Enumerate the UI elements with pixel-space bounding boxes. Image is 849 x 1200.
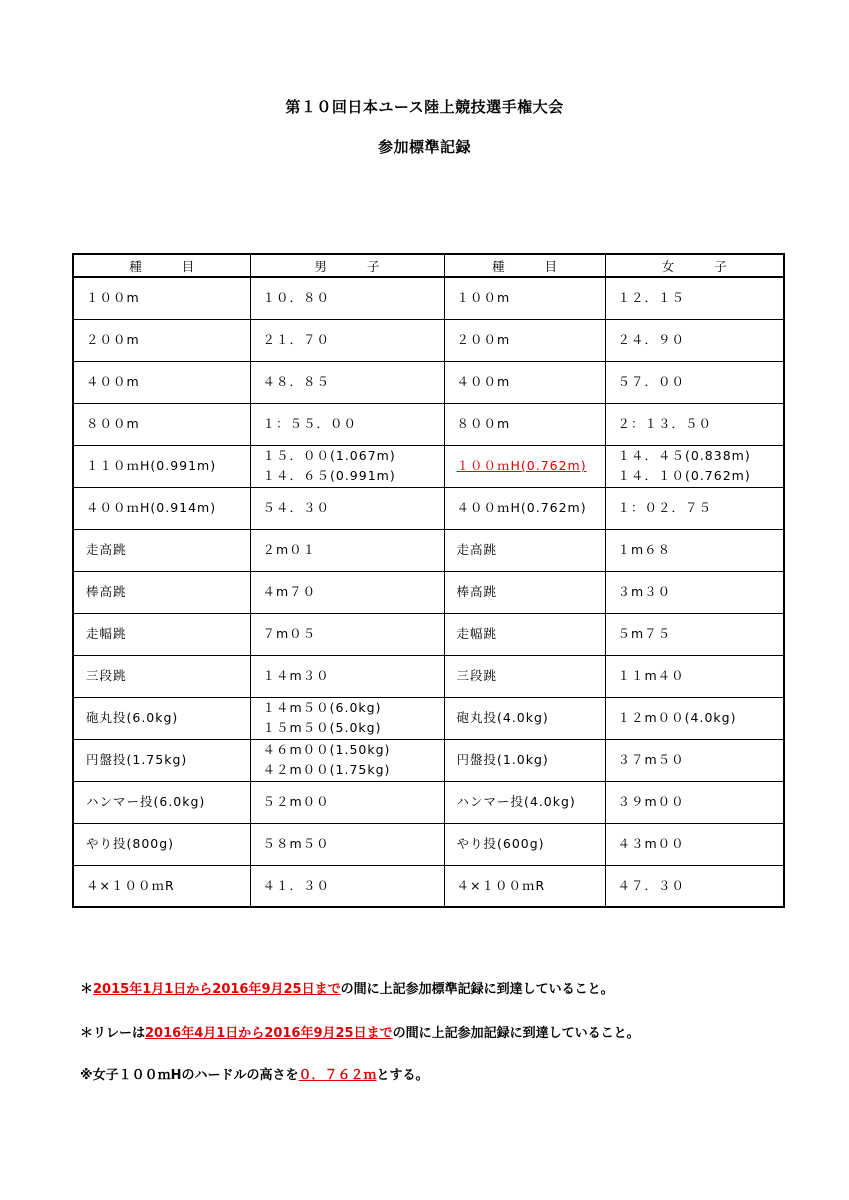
men-record-cell xyxy=(250,319,444,361)
record-line: ４８．８５ xyxy=(262,374,331,389)
women-record-cell xyxy=(605,697,784,739)
record-line: １１m４０ xyxy=(617,668,685,683)
event-men-cell xyxy=(73,445,250,487)
event-label: 走高跳 xyxy=(456,542,498,557)
men-record-cell xyxy=(250,571,444,613)
men-record-cell xyxy=(250,529,444,571)
event-women-cell xyxy=(444,403,605,445)
event-label: １１０ｍH(0.991m) xyxy=(86,458,217,473)
event-women-cell xyxy=(444,361,605,403)
women-record-cell xyxy=(605,487,784,529)
event-label: 砲丸投(4.0kg) xyxy=(456,710,549,725)
record-line: １５．００(1.067m) xyxy=(262,448,396,463)
women-record-cell xyxy=(605,655,784,697)
record-line: ２４．９０ xyxy=(617,332,686,347)
record-line: ４２m００(1.75kg) xyxy=(262,762,391,777)
event-women-cell xyxy=(444,319,605,361)
note-hurdle-height: ※女子１００ｍHのハードルの高さを０．７６２ｍとする。 xyxy=(80,1068,429,1083)
event-label: ４００ｍH(0.762m) xyxy=(456,500,587,515)
event-women-cell xyxy=(444,529,605,571)
men-record-cell xyxy=(250,739,444,781)
women-record-cell xyxy=(605,445,784,487)
men-record-cell xyxy=(250,781,444,823)
event-label: 走幅跳 xyxy=(86,626,127,641)
record-line: ４m７０ xyxy=(262,584,317,599)
note-period: ＊2015年1月1日から2016年9月25日までの間に上記参加標準記録に到達していること。 xyxy=(80,982,614,997)
men-record-cell xyxy=(250,655,444,697)
event-label: 走幅跳 xyxy=(456,626,498,641)
event-label: １００m xyxy=(456,290,511,306)
table-header-row xyxy=(73,254,784,277)
table-row xyxy=(73,445,784,487)
record-line: ３m３０ xyxy=(617,584,672,599)
table-body xyxy=(73,277,784,907)
men-record-cell xyxy=(250,697,444,739)
record-line: ５m７５ xyxy=(617,626,672,641)
table-row xyxy=(73,865,784,907)
table-row xyxy=(73,739,784,781)
table-row xyxy=(73,655,784,697)
event-women-cell xyxy=(444,739,605,781)
event-men-cell xyxy=(73,403,250,445)
record-line: ２：１３．５０ xyxy=(617,416,713,431)
page-subtitle: 参加標準記録 xyxy=(377,138,471,156)
record-line: １４m５０(6.0kg) xyxy=(262,700,382,715)
record-line: ２１．７０ xyxy=(262,332,331,347)
men-record-cell xyxy=(250,361,444,403)
table-row xyxy=(73,613,784,655)
event-label: ２００m xyxy=(86,332,140,347)
event-label: ４００m xyxy=(86,374,140,389)
event-label: 砲丸投(6.0kg) xyxy=(86,710,179,725)
event-women-cell xyxy=(444,655,605,697)
record-line: １m６８ xyxy=(617,542,672,557)
note-hurdle-value: ０．７６２ｍ xyxy=(298,1068,377,1083)
record-line: １４．４５(0.838m) xyxy=(617,448,751,463)
record-line: １５m５０(5.0kg) xyxy=(262,720,382,735)
event-label: 棒高跳 xyxy=(86,584,127,599)
event-label: １００ｍH(0.762m) xyxy=(456,458,587,473)
event-men-cell xyxy=(73,361,250,403)
header-event-men: 種 目 xyxy=(73,254,250,277)
men-record-cell xyxy=(250,277,444,319)
event-men-cell xyxy=(73,865,250,907)
event-label: やり投(600g) xyxy=(456,836,545,851)
header-women: 女 子 xyxy=(605,254,784,277)
event-men-cell xyxy=(73,781,250,823)
event-women-cell xyxy=(444,865,605,907)
note-period-dates: 2015年1月1日から2016年9月25日まで xyxy=(93,982,341,997)
event-label: 棒高跳 xyxy=(456,584,498,599)
event-men-cell xyxy=(73,697,250,739)
event-label: やり投(800g) xyxy=(86,836,175,851)
event-label: ４００m xyxy=(456,374,511,389)
record-line: ３９m００ xyxy=(617,794,685,809)
event-label: ４×１００ｍR xyxy=(456,877,546,893)
record-line: ２m０１ xyxy=(262,542,317,557)
event-label: 三段跳 xyxy=(456,668,498,683)
event-men-cell xyxy=(73,739,250,781)
table-row xyxy=(73,571,784,613)
event-label: 円盤投(1.75kg) xyxy=(86,752,188,767)
event-label: ４００ｍH(0.914m) xyxy=(86,500,217,515)
men-record-cell xyxy=(250,445,444,487)
men-record-cell xyxy=(250,403,444,445)
record-line: １：０２．７５ xyxy=(617,500,713,515)
event-label: 三段跳 xyxy=(86,668,127,683)
women-record-cell xyxy=(605,865,784,907)
page-title: 第１０回日本ユース陸上競技選手権大会 xyxy=(285,98,564,116)
record-line: ５２m００ xyxy=(262,794,330,809)
table-row xyxy=(73,277,784,319)
record-line: １０．８０ xyxy=(262,290,331,306)
table-row xyxy=(73,697,784,739)
table-row xyxy=(73,823,784,865)
women-record-cell xyxy=(605,277,784,319)
event-women-cell xyxy=(444,781,605,823)
event-men-cell xyxy=(73,655,250,697)
event-label: ハンマー投(4.0kg) xyxy=(456,794,576,809)
event-women-cell xyxy=(444,487,605,529)
women-record-cell xyxy=(605,361,784,403)
event-label: ２００m xyxy=(456,332,511,347)
women-record-cell xyxy=(605,571,784,613)
table-row xyxy=(73,529,784,571)
standards-table xyxy=(72,253,785,908)
women-record-cell xyxy=(605,529,784,571)
record-line: １４．１０(0.762m) xyxy=(617,468,751,483)
event-women-cell xyxy=(444,697,605,739)
men-record-cell xyxy=(250,823,444,865)
event-men-cell xyxy=(73,613,250,655)
record-line: ４７．３０ xyxy=(617,877,686,893)
table-row xyxy=(73,487,784,529)
women-record-cell xyxy=(605,613,784,655)
record-line: １：５５．００ xyxy=(262,416,358,431)
record-line: ４１．３０ xyxy=(262,877,331,893)
table-row xyxy=(73,319,784,361)
event-women-cell xyxy=(444,571,605,613)
event-label: ８００m xyxy=(86,416,140,431)
women-record-cell xyxy=(605,739,784,781)
event-label: 走高跳 xyxy=(86,542,127,557)
record-line: １２．１５ xyxy=(617,290,686,306)
event-label: １００m xyxy=(86,290,140,306)
event-label: ８００m xyxy=(456,416,511,431)
event-women-cell xyxy=(444,823,605,865)
event-women-cell xyxy=(444,613,605,655)
record-line: ４６m００(1.50kg) xyxy=(262,742,391,757)
men-record-cell xyxy=(250,613,444,655)
event-men-cell xyxy=(73,277,250,319)
table-row xyxy=(73,361,784,403)
event-men-cell xyxy=(73,529,250,571)
record-line: ５４．３０ xyxy=(262,500,331,515)
record-line: ７m０５ xyxy=(262,626,317,641)
note-relay-period: ＊リレーは2016年4月1日から2016年9月25日までの間に上記参加記録に到達していること。 xyxy=(80,1026,640,1041)
record-line: ５７．００ xyxy=(617,374,686,389)
event-label: ハンマー投(6.0kg) xyxy=(86,794,206,809)
note-relay-dates: 2016年4月1日から2016年9月25日まで xyxy=(145,1026,393,1041)
table-row xyxy=(73,781,784,823)
event-women-cell xyxy=(444,445,605,487)
women-record-cell xyxy=(605,823,784,865)
record-line: １４m３０ xyxy=(262,668,330,683)
men-record-cell xyxy=(250,487,444,529)
record-line: ３７m５０ xyxy=(617,752,685,767)
header-men: 男 子 xyxy=(250,254,444,277)
record-line: ５８m５０ xyxy=(262,836,330,851)
women-record-cell xyxy=(605,403,784,445)
event-label: 円盤投(1.0kg) xyxy=(456,752,549,767)
record-line: ４３m００ xyxy=(617,836,685,851)
event-women-cell xyxy=(444,277,605,319)
event-men-cell xyxy=(73,571,250,613)
record-line: １２m００(4.0kg) xyxy=(617,710,737,725)
event-men-cell xyxy=(73,487,250,529)
men-record-cell xyxy=(250,865,444,907)
record-line: １４．６５(0.991m) xyxy=(262,468,396,483)
event-label: ４×１００ｍR xyxy=(86,877,175,893)
women-record-cell xyxy=(605,781,784,823)
event-men-cell xyxy=(73,823,250,865)
header-event-women: 種 目 xyxy=(444,254,605,277)
table-row xyxy=(73,403,784,445)
women-record-cell xyxy=(605,319,784,361)
event-men-cell xyxy=(73,319,250,361)
